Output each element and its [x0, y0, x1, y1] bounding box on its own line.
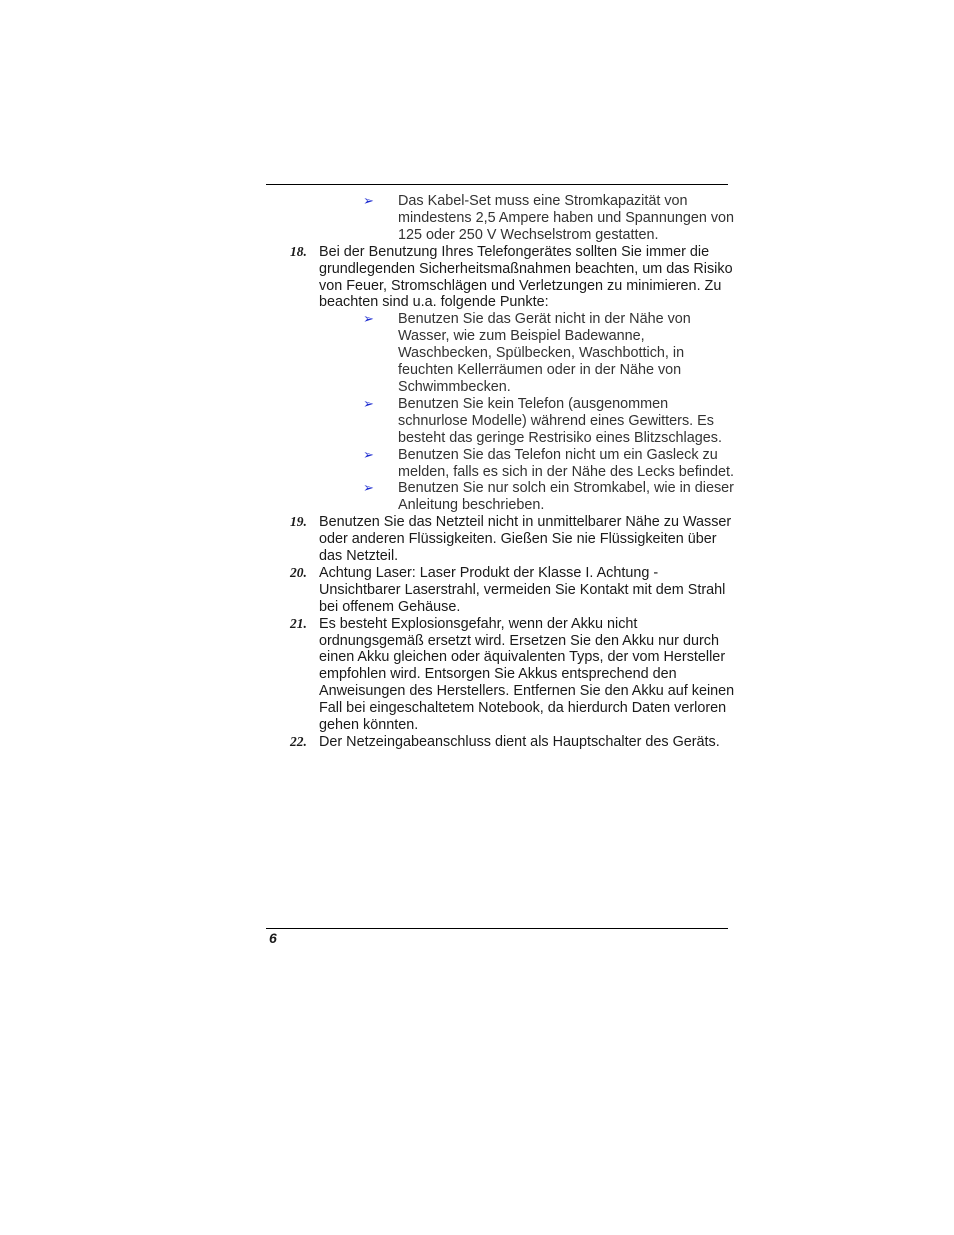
list-item-22	[266, 734, 736, 751]
list-item-bullet	[266, 447, 736, 481]
list-item-21	[266, 616, 736, 734]
bullet-text: Benutzen Sie das Telefon nicht um ein Gasleck zu melden, falls es sich in der Nähe des Lecks befindet.	[398, 446, 734, 480]
list-item-bullet	[266, 311, 736, 396]
page-number: 6	[269, 930, 277, 946]
item-text: Es besteht Explosionsgefahr, wenn der Akku nicht ordnungsgemäß ersetzt wird. Ersetzen Sie den Akku nur durch einen Akku gleichen oder äquivalenten Typs, der vom Hersteller empfohlen wird. Entsorgen Sie Akkus entsprechend den Anweisungen des Herstellers. Entfernen Sie den Akku auf keinen Fall bei eingeschaltetem Notebook, da hierdurch Daten verloren gehen könnten.	[319, 615, 735, 734]
item-number: 22.	[290, 734, 307, 749]
item-text: Benutzen Sie das Netzteil nicht in unmittelbarer Nähe zu Wasser oder anderen Flüssigkeiten. Gießen Sie nie Flüssigkeiten über das Netzteil.	[319, 514, 732, 565]
list-item-bullet	[266, 396, 736, 447]
item-number: 18.	[290, 243, 307, 259]
list-item-18	[266, 244, 736, 312]
footer-rule	[266, 928, 728, 929]
item-number: 19.	[290, 514, 307, 530]
page-content	[266, 193, 736, 751]
bullet-text: Benutzen Sie kein Telefon (ausgenommen schnurlose Modelle) während eines Gewitters. Es besteht das geringe Restrisiko eines Blitzschlages.	[398, 395, 722, 446]
item-text: Bei der Benutzung Ihres Telefongerätes sollten Sie immer die grundlegenden Sicherheitsmaßnahmen beachten, um das Risiko von Feuer, Stromschlägen und Verletzungen zu minimieren. Zu beachten sind u.a. folgende Punkte:	[319, 243, 733, 311]
item-number: 20.	[290, 564, 307, 580]
item-text: Der Netzeingabeanschluss dient als Hauptschalter des Geräts.	[319, 734, 720, 750]
arrow-bullet-icon: ➢	[363, 311, 374, 327]
item-number: 21.	[290, 615, 307, 631]
list-item-20	[266, 565, 736, 616]
arrow-bullet-icon: ➢	[363, 193, 374, 208]
arrow-bullet-icon: ➢	[363, 446, 374, 462]
arrow-bullet-icon: ➢	[363, 395, 374, 411]
bullet-text: Benutzen Sie das Gerät nicht in der Nähe von Wasser, wie zum Beispiel Badewanne, Waschbecken, Spülbecken, Waschbottich, in feuchten Kellerräumen oder in der Nähe von Schwimmbecken.	[398, 311, 691, 395]
bullet-text: Das Kabel-Set muss eine Stromkapazität von mindestens 2,5 Ampere haben und Spannungen von 125 oder 250 V Wechselstrom gestatten.	[398, 193, 735, 243]
list-item-bullet	[266, 480, 736, 514]
header-rule	[266, 184, 728, 185]
item-text: Achtung Laser: Laser Produkt der Klasse I. Achtung - Unsichtbarer Laserstrahl, vermeiden Sie Kontakt mit dem Strahl bei offenem Gehäuse.	[319, 564, 726, 615]
arrow-bullet-icon: ➢	[363, 480, 374, 496]
bullet-text: Benutzen Sie nur solch ein Stromkabel, wie in dieser Anleitung beschrieben.	[398, 480, 734, 514]
list-item-19	[266, 514, 736, 565]
list-item-bullet	[266, 193, 736, 244]
